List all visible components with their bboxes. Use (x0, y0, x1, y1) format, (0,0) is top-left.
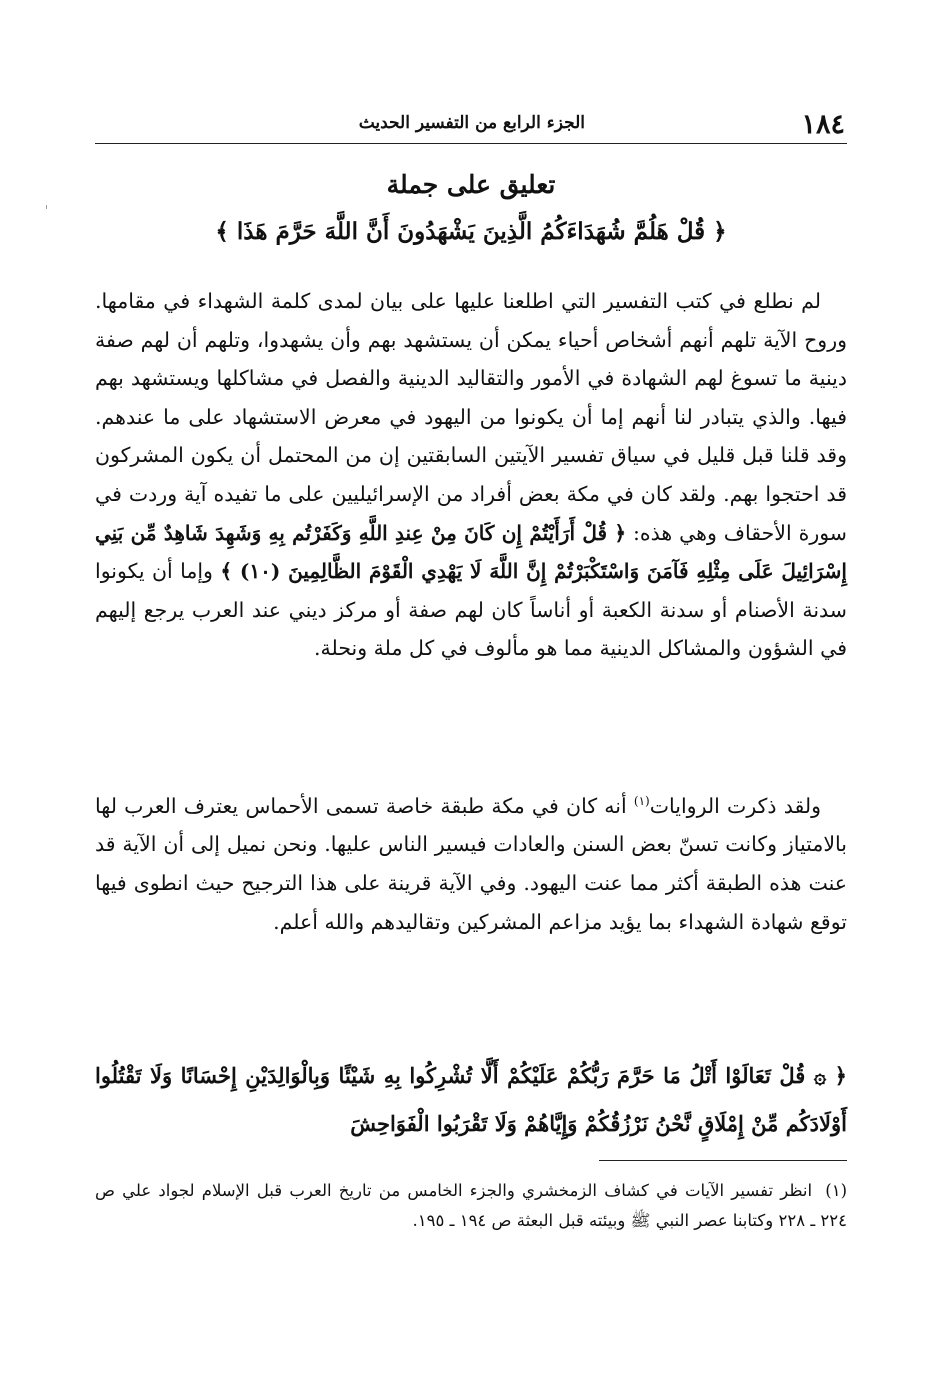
paragraph-2-text-b: أنه كان في مكة طبقة خاصة تسمى الأحماس يعترف العرب لها بالامتياز وكانت تسنّ بعض السنن والعادات فيسير الناس عليها. ونحن نميل إلى أن الآية قد عنت هذه الطبقة أكثر مما عنت اليهود. وفي الآية قرينة على هذا الترجيح حيث انطوى فيها توقع شهادة الشهداء بما يؤيد مزاعم المشركين وتقاليدهم والله أعلم. (95, 793, 847, 934)
footnote-divider (599, 1160, 847, 1161)
section-title: تعليق على جملة (386, 170, 556, 199)
quran-verse-block: ﴿ ۞ قُلْ تَعَالَوْا أَتْلُ مَا حَرَّمَ رَبُّكُمْ عَلَيْكُمْ أَلَّا تُشْرِكُوا بِهِ شَيْئًا وَبِالْوَالِدَيْنِ إِحْسَانًا وَلَا تَقْتُلُوا أَوْلَادَكُم مِّنْ إِمْلَاقٍ نَّحْنُ نَرْزُقُكُمْ وَإِيَّاهُمْ وَلَا تَقْرَبُوا الْفَوَاحِشَ (95, 1063, 847, 1136)
footnote (95, 1176, 847, 1236)
quran-heading: ﴿ قُلْ هَلُمَّ شُهَدَاءَكُمُ الَّذِينَ يَشْهَدُونَ أَنَّ اللَّهَ حَرَّمَ هَذَا ﴾ (215, 218, 727, 245)
running-title: الجزء الرابع من التفسير الحديث (358, 113, 585, 133)
margin-mark (46, 205, 47, 209)
paragraph-1 (95, 282, 847, 668)
paragraph-2-text-a: ولقد ذكرت الروايات (649, 793, 821, 818)
page-number: ١٨٤ (801, 109, 845, 140)
page-header (95, 103, 847, 144)
ahqaf-verse: ﴿ قُلْ أَرَأَيْتُمْ إِن كَانَ مِنْ عِندِ اللَّهِ وَكَفَرْتُم بِهِ وَشَهِدَ شَاهِدٌ مِّن بَنِي إِسْرَائِيلَ عَلَى مِثْلِهِ فَآمَنَ وَاسْتَكْبَرْتُمْ إِنَّ اللَّهَ لَا يَهْدِي الْقَوْمَ الظَّالِمِينَ (١٠) ﴾ (95, 520, 847, 584)
book-page (95, 0, 847, 1377)
paragraph-2 (95, 782, 847, 941)
paragraph-1-text-a: لم نطلع في كتب التفسير التي اطلعنا عليها على بيان لمدى كلمة الشهداء في مقامها. وروح الآية تلهم أنهم أشخاص أحياء يمكن أن يستشهد بهم وأن يشهدوا، وتلهم أن لهم صفة دينية ما تسوغ لهم الشهادة في الأمور والتقاليد الدينية والفصل في مشاكلها ويستشهد بهم فيها. والذي يتبادر لنا أنهم إما أن يكونوا من اليهود في معرض الاستشهاد على ما عندهم. وقد قلنا قبل قليل في سياق تفسير الآيتين السابقتين إن من المحتمل أن يكون المشركون قد احتجوا بهم. ولقد كان في مكة بعض أفراد من الإسرائيليين على ما تفيده آية وردت في سورة الأحقاف وهي هذه: (95, 289, 847, 545)
footnote-text: انظر تفسير الآيات في كشاف الزمخشري والجزء الخامس من تاريخ العرب قبل الإسلام لجواد علي ص ٢٢٤ ـ ٢٢٨ وكتابنا عصر النبي ﷺ وبيئته قبل البعثة ص ١٩٤ ـ ١٩٥. (95, 1181, 847, 1230)
paragraph-1-text-b: وإما أن يكونوا سدنة الأصنام أو سدنة الكعبة أو أناساً كان لهم صفة أو مركز ديني عند العرب يرجع إليهم في الشؤون والمشاكل الدينية مما هو مألوف في كل ملة ونحلة. (95, 559, 847, 661)
footnote-mark: (١) (825, 1181, 847, 1200)
footnote-reference: (١) (633, 794, 650, 808)
